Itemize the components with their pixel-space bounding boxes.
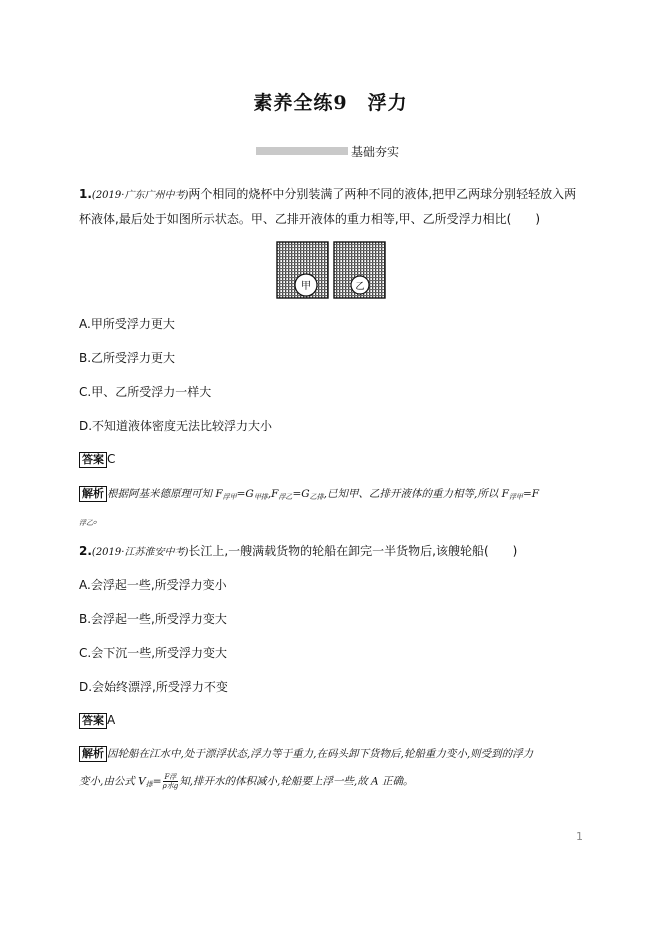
section-bar	[256, 147, 348, 155]
q2-analysis-line1: 解析 因轮船在江水中,处于漂浮状态,浮力等于重力,在码头卸下货物后,轮船重力变小,则受到的浮力	[79, 746, 533, 762]
q1-analysis-line2: $_{浮乙}$。	[79, 514, 104, 527]
q1-option-c: C.甲、乙所受浮力一样大	[79, 385, 212, 399]
q2-option-c: C.会下沉一些,所受浮力变大	[79, 646, 228, 660]
q2-stem	[79, 543, 517, 561]
q2-option-b: B.会浮起一些,所受浮力变大	[79, 612, 227, 626]
page-title: 素养全练9 浮力	[253, 92, 408, 114]
section-label: 基础夯实	[351, 145, 400, 159]
q1-source: (2019·广东广州中考)	[91, 190, 189, 201]
q1-number: 1.	[79, 187, 92, 201]
q2-answer	[79, 712, 115, 729]
q2-source: (2019·江苏淮安中考)	[91, 547, 189, 558]
q2-analysis-line2: 变小,由公式 $V_排=$ $\frac{\text{F浮}}{\text{ρ水g}}$ 知,排开水的体积减小,轮船要上浮一些,故 A 正确。	[79, 773, 414, 790]
q1-option-a: A.甲所受浮力更大	[79, 317, 175, 331]
q1-answer-value: C	[107, 452, 116, 466]
q1-stem-line1	[79, 186, 576, 204]
q2-option-a: A.会浮起一些,所受浮力变小	[79, 578, 227, 592]
q1-analysis-line1: 解析 根据阿基米德原理可知 $F_{浮甲}=G_{甲排},F_{浮乙}=G_{乙排}$,已知甲、乙排开液体的重力相等,所以 $F_{浮甲}=F$	[79, 486, 539, 502]
ball-yi	[351, 276, 369, 294]
q1-answer-tag: 答案	[79, 452, 107, 468]
q2-formula-fraction: $\frac{\text{F浮}}{\text{ρ水g}}$	[162, 773, 179, 790]
q1-stem-line2: 杯液体,最后处于如图所示状态。甲、乙排开液体的重力相等,甲、乙所受浮力相比( )	[79, 212, 540, 226]
ball-yi-label: 乙	[355, 282, 365, 292]
page-number: 1	[576, 830, 583, 843]
q2-number: 2.	[79, 544, 92, 558]
q1-figure	[276, 241, 386, 299]
ball-jia	[295, 274, 317, 296]
q2-answer-value: A	[107, 713, 116, 727]
q2-analysis-tag: 解析	[79, 746, 107, 762]
q2-stem-text: 长江上,一艘满载货物的轮船在卸完一半货物后,该艘轮船( )	[188, 544, 518, 558]
q1-option-d: D.不知道液体密度无法比较浮力大小	[79, 419, 273, 433]
q2-option-d: D.会始终漂浮,所受浮力不变	[79, 680, 228, 694]
q1-analysis-tag: 解析	[79, 486, 107, 502]
q2-answer-tag: 答案	[79, 713, 107, 729]
q1-option-b: B.乙所受浮力更大	[79, 351, 176, 365]
q1-stem-text: 两个相同的烧杯中分别装满了两种不同的液体,把甲乙两球分别轻轻放入两	[188, 187, 577, 201]
ball-jia-label: 甲	[301, 281, 311, 292]
q1-answer	[79, 451, 115, 468]
